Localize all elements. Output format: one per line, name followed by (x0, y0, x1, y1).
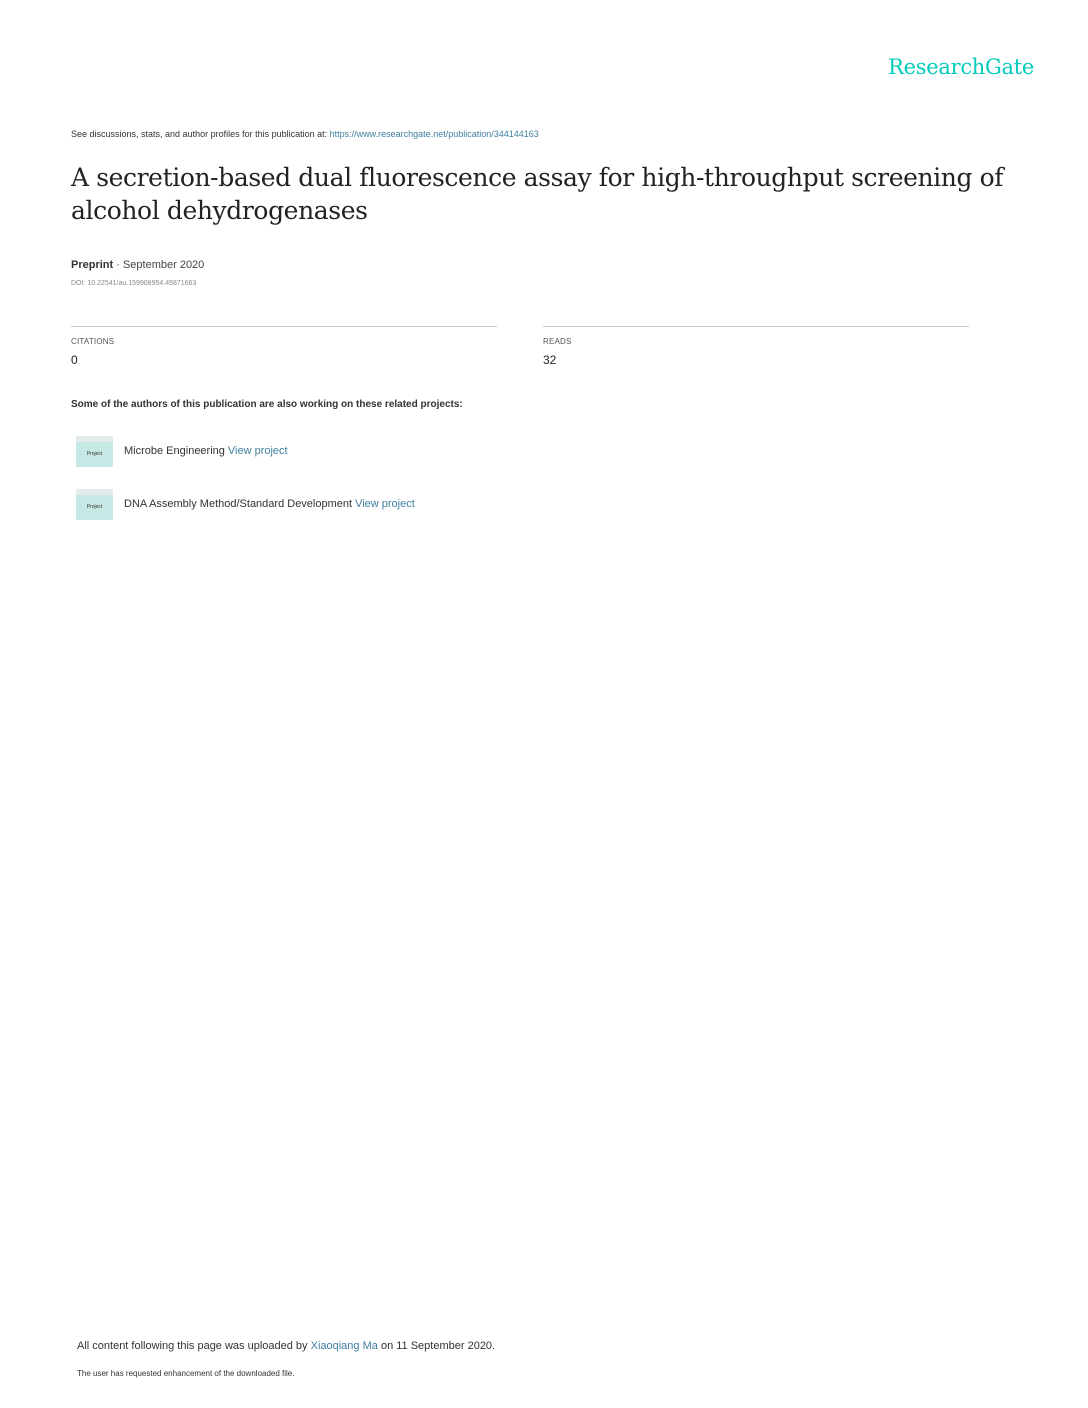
uploaded-prefix: All content following this page was uploaded by (77, 1340, 311, 1352)
reads-label: READS (543, 337, 572, 346)
project-folder-icon (76, 489, 113, 520)
related-projects-heading: Some of the authors of this publication are also working on these related projects: (71, 399, 463, 410)
uploaded-by-line (77, 1340, 495, 1352)
publication-doi: DOI: 10.22541/au.159908954.45871663 (71, 280, 197, 287)
view-project-link[interactable]: View project (355, 498, 415, 510)
publication-type: Preprint (71, 259, 114, 271)
reads-block (543, 326, 969, 367)
citations-value: 0 (71, 353, 78, 367)
project-folder-icon (76, 436, 113, 467)
project-item (76, 435, 288, 467)
publication-url-link[interactable]: https://www.researchgate.net/publication/344144163 (329, 129, 539, 139)
see-discussions-line (71, 129, 539, 139)
uploader-link[interactable]: Xiaoqiang Ma (310, 1340, 378, 1352)
publication-date: · September 2020 (113, 259, 205, 271)
citations-label: CITATIONS (71, 337, 115, 346)
citations-block (71, 326, 497, 367)
reads-value: 32 (543, 353, 557, 367)
project-item (76, 488, 415, 520)
project-icon-label: Project (86, 451, 103, 457)
publication-title: A secretion-based dual fluorescence assay for high-throughput screening of alcohol dehydrogenases (71, 163, 1004, 225)
uploaded-suffix: on 11 September 2020. (377, 1340, 496, 1352)
project-icon-label: Project (86, 504, 103, 510)
project-name: Microbe Engineering (124, 445, 225, 457)
view-project-link[interactable]: View project (227, 445, 288, 457)
project-name: DNA Assembly Method/Standard Development (124, 498, 353, 510)
publication-meta (71, 259, 204, 271)
see-discussions-text: See discussions, stats, and author profiles for this publication at: (71, 129, 330, 139)
researchgate-logo[interactable]: ResearchGate (888, 55, 1034, 79)
enhancement-note: The user has requested enhancement of the downloaded file. (77, 1369, 295, 1378)
